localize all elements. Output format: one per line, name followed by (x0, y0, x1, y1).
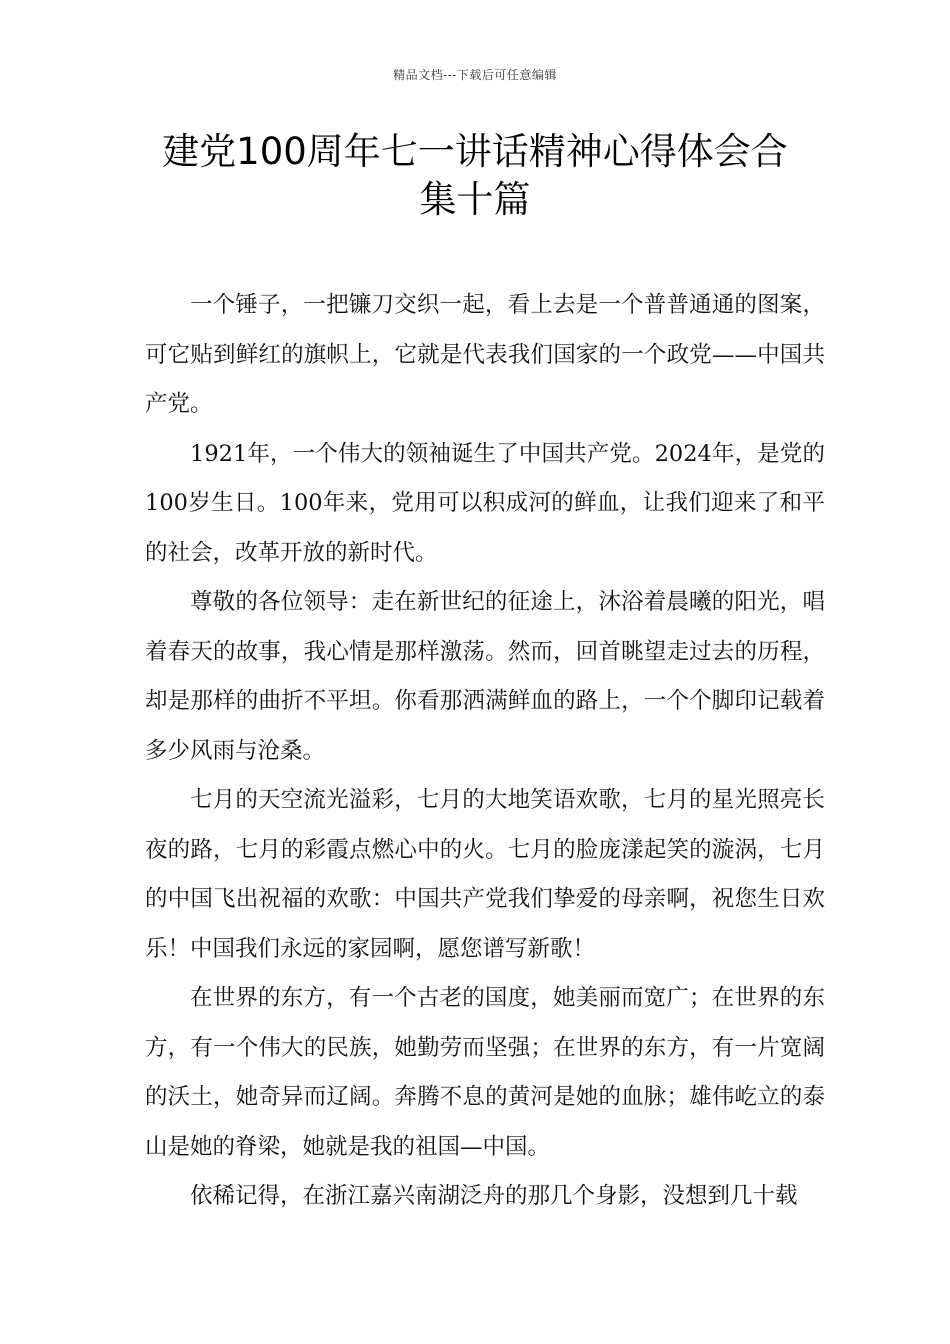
document-body (145, 281, 825, 1222)
paragraph: 一个锤子，一把镰刀交织一起，看上去是一个普普通通的图案，可它贴到鲜红的旗帜上，它就是代表我们国家的一个政党——中国共产党。 (145, 292, 825, 417)
document-title (100, 128, 850, 224)
paragraph: 在世界的东方，有一个古老的国度，她美丽而宽广；在世界的东方，有一个伟大的民族，她勤劳而坚强；在世界的东方，有一片宽阔的沃土，她奇异而辽阔。奔腾不息的黄河是她的血脉；雄伟屹立的泰山是她的脊梁，她就是我的祖国—中国。 (145, 985, 825, 1160)
paragraph: 七月的天空流光溢彩，七月的大地笑语欢歌，七月的星光照亮长夜的路，七月的彩霞点燃心中的火。七月的脸庞漾起笑的漩涡，七月的中国飞出祝福的欢歌：中国共产党我们挚爱的母亲啊，祝您生日欢乐！中国我们永远的家园啊，愿您谱写新歌！ (145, 787, 825, 962)
paragraph: 尊敬的各位领导：走在新世纪的征途上，沐浴着晨曦的阳光，唱着春天的故事，我心情是那样激荡。然而，回首眺望走过去的历程，却是那样的曲折不平坦。你看那洒满鲜血的路上，一个个脚印记载着多少风雨与沧桑。 (145, 589, 825, 764)
title-line-2: 集十篇 (419, 178, 531, 221)
header-note: 精品文档---下载后可任意编辑 (393, 68, 557, 82)
paragraph: 依稀记得，在浙江嘉兴南湖泛舟的那几个身影，没想到几十载 (190, 1183, 798, 1209)
paragraph: 1921年，一个伟大的领袖诞生了中国共产党。2024年，是党的100岁生日。100年来，党用可以积成河的鲜血，让我们迎来了和平的社会，改革开放的新时代。 (145, 440, 825, 566)
title-line-1: 建党100周年七一讲话精神心得体会合 (162, 130, 788, 173)
